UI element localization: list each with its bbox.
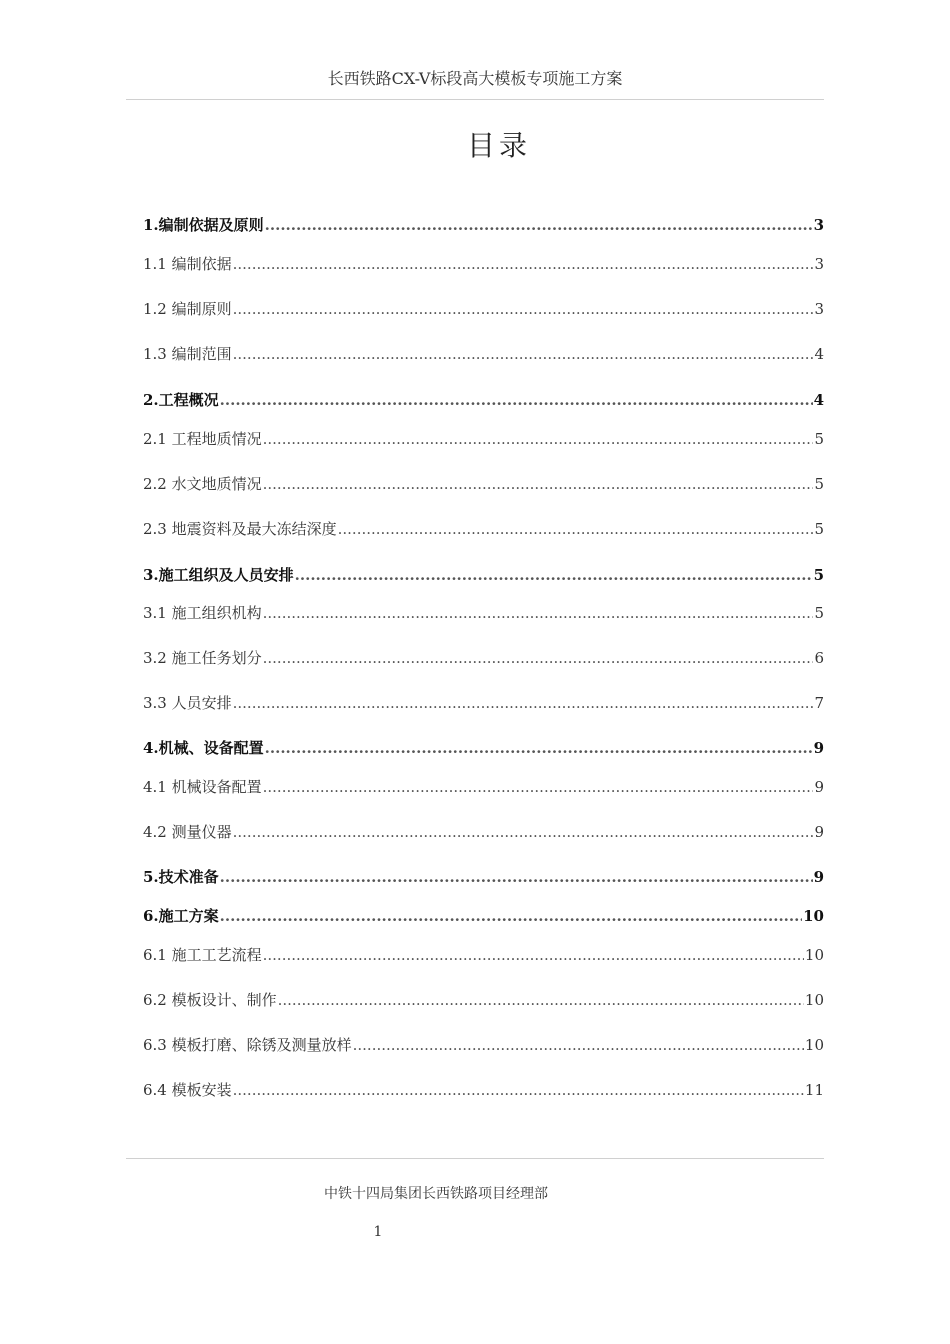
footer-organization: 中铁十四局集团长西铁路项目经理部	[324, 1186, 548, 1202]
toc-entry-label: 1.编制依据及原则	[143, 216, 264, 234]
toc-dot-leader	[338, 520, 814, 538]
toc-dot-leader	[220, 868, 813, 886]
toc-entry-page: 5	[814, 475, 824, 493]
toc-entry[interactable]	[143, 389, 824, 411]
toc-entry-label: 6.1 施工工艺流程	[143, 946, 262, 964]
toc-entry-page: 5	[813, 566, 824, 584]
toc-entry-page: 3	[814, 300, 824, 318]
toc-entry[interactable]	[143, 905, 824, 927]
toc-dot-leader	[278, 991, 804, 1009]
toc-entry-page: 10	[804, 1036, 824, 1054]
toc-entry-label: 4.1 机械设备配置	[143, 778, 262, 796]
toc-dot-leader	[263, 430, 814, 448]
toc-dot-leader	[265, 216, 813, 234]
toc-entry[interactable]	[143, 821, 824, 843]
toc-entry-label: 5.技术准备	[143, 868, 219, 886]
toc-entry-page: 11	[804, 1081, 824, 1099]
toc-entry-label: 2.3 地震资料及最大冻结深度	[143, 520, 337, 538]
toc-entry-page: 10	[804, 991, 824, 1009]
toc-entry-page: 6	[814, 649, 824, 667]
toc-entry[interactable]	[143, 428, 824, 450]
running-header: 长西铁路CX-V标段高大模板专项施工方案	[327, 69, 623, 88]
footer-divider	[126, 1158, 824, 1159]
toc-entry-page: 10	[803, 907, 824, 925]
toc-entry-page: 5	[814, 430, 824, 448]
toc-entry-label: 3.2 施工任务划分	[143, 649, 262, 667]
toc-entry-page: 9	[813, 739, 824, 757]
header-divider	[126, 99, 824, 100]
toc-dot-leader	[263, 649, 814, 667]
toc-entry-page: 4	[814, 345, 824, 363]
toc-entry-page: 9	[814, 823, 824, 841]
toc-entry-page: 9	[813, 868, 824, 886]
toc-dot-leader	[263, 475, 814, 493]
toc-entry-label: 1.2 编制原则	[143, 300, 232, 318]
toc-entry[interactable]	[143, 473, 824, 495]
toc-dot-leader	[295, 566, 813, 584]
toc-entry-label: 3.3 人员安排	[143, 694, 232, 712]
toc-entry[interactable]	[143, 737, 824, 759]
toc-entry-label: 1.1 编制依据	[143, 255, 232, 273]
toc-entry[interactable]	[143, 343, 824, 365]
toc-entry-page: 10	[804, 946, 824, 964]
toc-entry-label: 6.3 模板打磨、除锈及测量放样	[143, 1036, 352, 1054]
toc-entry[interactable]	[143, 298, 824, 320]
toc-dot-leader	[233, 345, 814, 363]
toc-entry-label: 3.施工组织及人员安排	[143, 566, 294, 584]
toc-dot-leader	[220, 391, 813, 409]
toc-entry-page: 3	[814, 255, 824, 273]
toc-entry-label: 2.2 水文地质情况	[143, 475, 262, 493]
toc-dot-leader	[233, 300, 814, 318]
toc-dot-leader	[233, 823, 814, 841]
toc-entry[interactable]	[143, 944, 824, 966]
toc-entry-label: 2.工程概况	[143, 391, 219, 409]
toc-entry-page: 3	[813, 216, 824, 234]
toc-entry-page: 7	[814, 694, 824, 712]
toc-entry-page: 9	[814, 778, 824, 796]
page-number: 1	[373, 1224, 383, 1240]
toc-entry[interactable]	[143, 518, 824, 540]
toc-entry-label: 6.2 模板设计、制作	[143, 991, 277, 1009]
toc-entry-page: 4	[813, 391, 824, 409]
toc-entry[interactable]	[143, 1079, 824, 1101]
toc-entry-label: 1.3 编制范围	[143, 345, 232, 363]
toc-entry-label: 6.4 模板安装	[143, 1081, 232, 1099]
toc-dot-leader	[263, 946, 804, 964]
toc-entry-label: 3.1 施工组织机构	[143, 604, 262, 622]
toc-dot-leader	[233, 1081, 804, 1099]
toc-entry[interactable]	[143, 602, 824, 624]
toc-entry[interactable]	[143, 989, 824, 1011]
toc-dot-leader	[353, 1036, 804, 1054]
toc-entry[interactable]	[143, 564, 824, 586]
toc-dot-leader	[220, 907, 802, 925]
toc-entry[interactable]	[143, 214, 824, 236]
toc-dot-leader	[263, 604, 814, 622]
toc-entry-page: 5	[814, 604, 824, 622]
toc-entry-label: 4.机械、设备配置	[143, 739, 264, 757]
toc-dot-leader	[233, 255, 814, 273]
toc-entry[interactable]	[143, 776, 824, 798]
toc-entry-page: 5	[814, 520, 824, 538]
toc-entry[interactable]	[143, 253, 824, 275]
toc-entry[interactable]	[143, 647, 824, 669]
toc-dot-leader	[263, 778, 814, 796]
toc-entry-label: 6.施工方案	[143, 907, 219, 925]
toc-title: 目录	[466, 129, 531, 162]
toc-entry-label: 2.1 工程地质情况	[143, 430, 262, 448]
toc-entry[interactable]	[143, 1034, 824, 1056]
toc-entry[interactable]	[143, 692, 824, 714]
toc-entry[interactable]	[143, 866, 824, 888]
toc-entry-label: 4.2 测量仪器	[143, 823, 232, 841]
toc-dot-leader	[233, 694, 814, 712]
toc-dot-leader	[265, 739, 813, 757]
